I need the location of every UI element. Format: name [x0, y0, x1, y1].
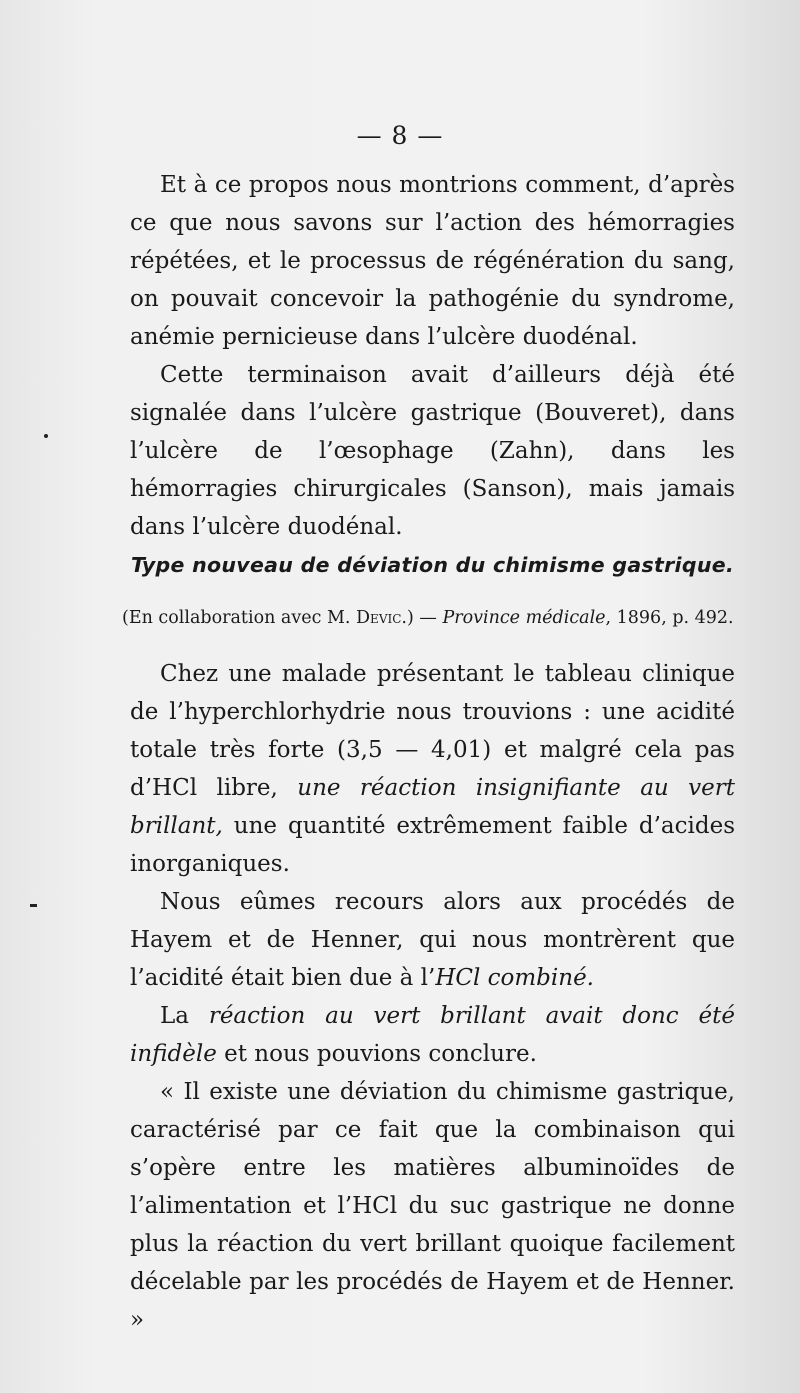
italic-run: une réaction insignifiante au vert brillant,	[130, 775, 735, 839]
paragraph: Et à ce propos nous montrions comment, d’après ce que nous savons sur l’action des hémorragies répétées, et le processus de régénération du sang, on pouvait concevoir la pathogénie du syndrome, anémie pernicieuse dans l’ulcère duodénal.	[130, 172, 735, 350]
text-run: La	[160, 1003, 209, 1029]
section-heading: Type nouveau de déviation du chimisme gastrique.	[130, 553, 735, 577]
margin-dot	[44, 434, 48, 438]
citation-open: (En collaboration avec M.	[122, 608, 357, 628]
text-block-bottom	[130, 655, 735, 1339]
text-run: Nous eûmes recours alors aux procédés de Hayem et de Henner, qui nous montrèrent que l’acidité était bien due à l’	[130, 889, 735, 991]
citation-rest: , 1896, p. 492.	[605, 608, 734, 628]
citation-journal: Province médicale	[442, 608, 606, 628]
citation-author: Devic	[356, 608, 402, 628]
paragraph-quote: « Il existe une déviation du chimisme gastrique, caractérisé par ce fait que la combinaison qui s’opère entre les matières albuminoïdes de l’alimentation et l’HCl du suc gastrique ne donne plus la réaction du vert brillant quoique facilement décelable par les procédés de Hayem et de Henner. »	[130, 1079, 735, 1333]
text-run: Chez une malade présentant le tableau clinique de l’hyperchlorhydrie nous trouvions : une acidité totale très forte (3,5 — 4,01) et malgré cela pas d’HCl libre,	[130, 661, 735, 801]
paragraph-procedure	[130, 883, 735, 997]
text-block-top	[130, 166, 735, 546]
margin-dash	[30, 904, 37, 907]
paragraph: Cette terminaison avait d’ailleurs déjà été signalée dans l’ulcère gastrique (Bouveret), dans l’ulcère de l’œsophage (Zahn), dans les hémorragies chirurgicales (Sanson), mais jamais dans l’ulcère duodénal.	[130, 362, 735, 540]
citation-close: .) —	[401, 608, 443, 628]
italic-run: réaction au vert brillant avait donc été infidèle	[130, 1003, 735, 1067]
citation-line	[122, 608, 742, 628]
text-run: et nous pouvions conclure.	[216, 1041, 537, 1067]
paragraph-observation	[130, 655, 735, 883]
page-number: — 8 —	[356, 121, 444, 150]
text-run: une quantité extrêmement faible d’acides inorganiques.	[130, 813, 735, 877]
italic-run: HCl combiné.	[435, 965, 594, 991]
paragraph-conclusion-intro	[130, 997, 735, 1073]
